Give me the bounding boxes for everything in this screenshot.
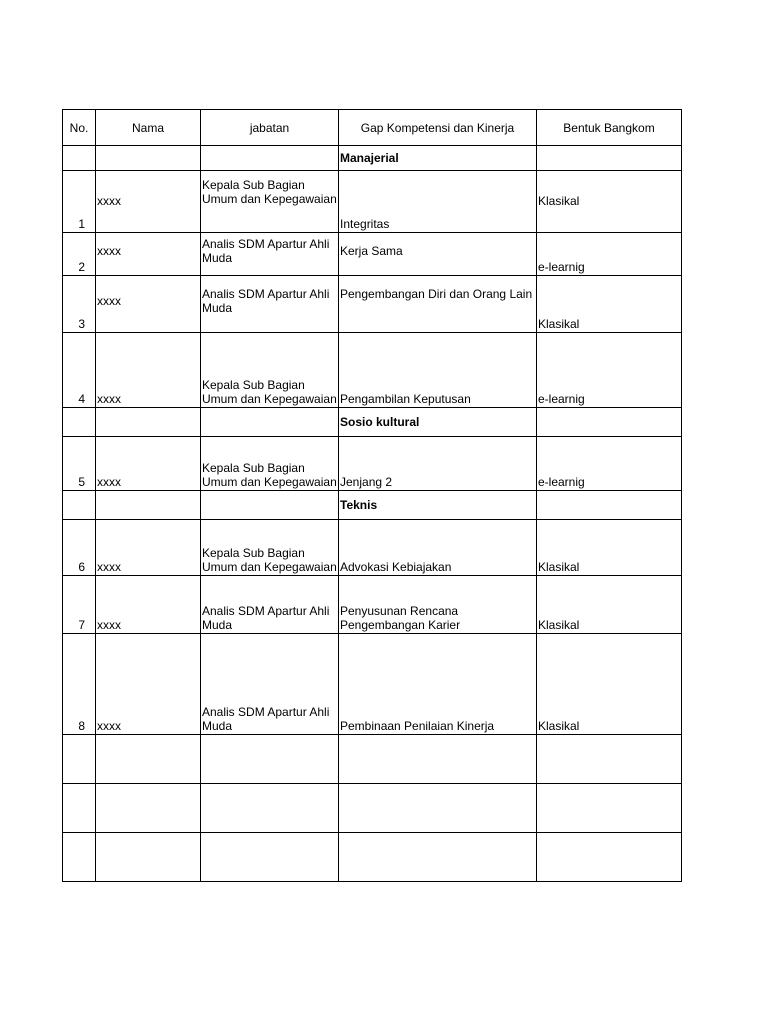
row-jabatan: Analis SDM Apartur Ahli Muda [201,634,339,735]
table-cell [96,784,201,833]
table-row [63,171,682,233]
row-bentuk: Klasikal [537,171,682,233]
table-cell [339,735,537,784]
table-cell [201,784,339,833]
header-bentuk-bangkom: Bentuk Bangkom [537,110,682,146]
row-no: 4 [63,333,96,408]
row-jabatan: Analis SDM Apartur Ahli Muda [201,233,339,276]
table-row-empty [63,784,682,833]
table-row [63,634,682,735]
section-label-teknis: Teknis [339,491,537,520]
table-cell [96,491,201,520]
section-label-sosio-kultural: Sosio kultural [339,408,537,437]
row-nama: xxxx [96,576,201,634]
header-nama: Nama [96,110,201,146]
header-gap-kompetensi: Gap Kompetensi dan Kinerja [339,110,537,146]
competency-gap-table [62,109,682,882]
row-no: 2 [63,233,96,276]
table-cell [537,408,682,437]
table-cell [96,735,201,784]
row-jabatan: Kepala Sub Bagian Umum dan Kepegawaian [201,437,339,491]
table-row [63,333,682,408]
table-cell [201,146,339,171]
row-nama: xxxx [96,171,201,233]
table-cell [201,735,339,784]
row-nama: xxxx [96,520,201,576]
section-label-manajerial: Manajerial [339,146,537,171]
row-no: 7 [63,576,96,634]
row-no: 6 [63,520,96,576]
header-row [63,110,682,146]
row-jabatan: Analis SDM Apartur Ahli Muda [201,276,339,333]
row-gap: Kerja Sama [339,233,537,276]
row-gap: Jenjang 2 [339,437,537,491]
table-cell [537,784,682,833]
row-bentuk: e-learnig [537,333,682,408]
table-row [63,576,682,634]
row-bentuk: Klasikal [537,576,682,634]
row-gap: Advokasi Kebiajakan [339,520,537,576]
table-row [63,276,682,333]
row-gap: Pengambilan Keputusan [339,333,537,408]
header-jabatan: jabatan [201,110,339,146]
row-gap: Pengembangan Diri dan Orang Lain [339,276,537,333]
table-cell [96,146,201,171]
row-jabatan: Kepala Sub Bagian Umum dan Kepegawaian [201,333,339,408]
row-gap: Pembinaan Penilaian Kinerja [339,634,537,735]
header-no: No. [63,110,96,146]
table-cell [63,408,96,437]
row-jabatan: Kepala Sub Bagian Umum dan Kepegawaian [201,520,339,576]
table-cell [201,408,339,437]
table-row-empty [63,833,682,882]
table-cell [63,784,96,833]
table-row-empty [63,735,682,784]
row-nama: xxxx [96,333,201,408]
table-cell [63,491,96,520]
table-cell [537,833,682,882]
row-bentuk: Klasikal [537,276,682,333]
table-cell [201,491,339,520]
table-row [63,520,682,576]
table-cell [537,146,682,171]
section-row-manajerial [63,146,682,171]
section-row-teknis [63,491,682,520]
row-no: 1 [63,171,96,233]
row-nama: xxxx [96,276,201,333]
row-bentuk: e-learnig [537,437,682,491]
table-cell [96,833,201,882]
row-no: 5 [63,437,96,491]
row-nama: xxxx [96,233,201,276]
row-bentuk: Klasikal [537,634,682,735]
table-cell [339,833,537,882]
table-cell [201,833,339,882]
table-cell [63,833,96,882]
table-cell [537,491,682,520]
table-row [63,233,682,276]
row-gap: Integritas [339,171,537,233]
row-jabatan: Analis SDM Apartur Ahli Muda [201,576,339,634]
row-nama: xxxx [96,634,201,735]
row-nama: xxxx [96,437,201,491]
table-row [63,437,682,491]
row-gap: Penyusunan Rencana Pengembangan Karier [339,576,537,634]
row-bentuk: Klasikal [537,520,682,576]
row-bentuk: e-learnig [537,233,682,276]
section-row-sosio-kultural [63,408,682,437]
table-cell [63,735,96,784]
table-cell [63,146,96,171]
row-jabatan: Kepala Sub Bagian Umum dan Kepegawaian [201,171,339,233]
table-cell [537,735,682,784]
table-cell [339,784,537,833]
row-no: 8 [63,634,96,735]
row-no: 3 [63,276,96,333]
table-cell [96,408,201,437]
